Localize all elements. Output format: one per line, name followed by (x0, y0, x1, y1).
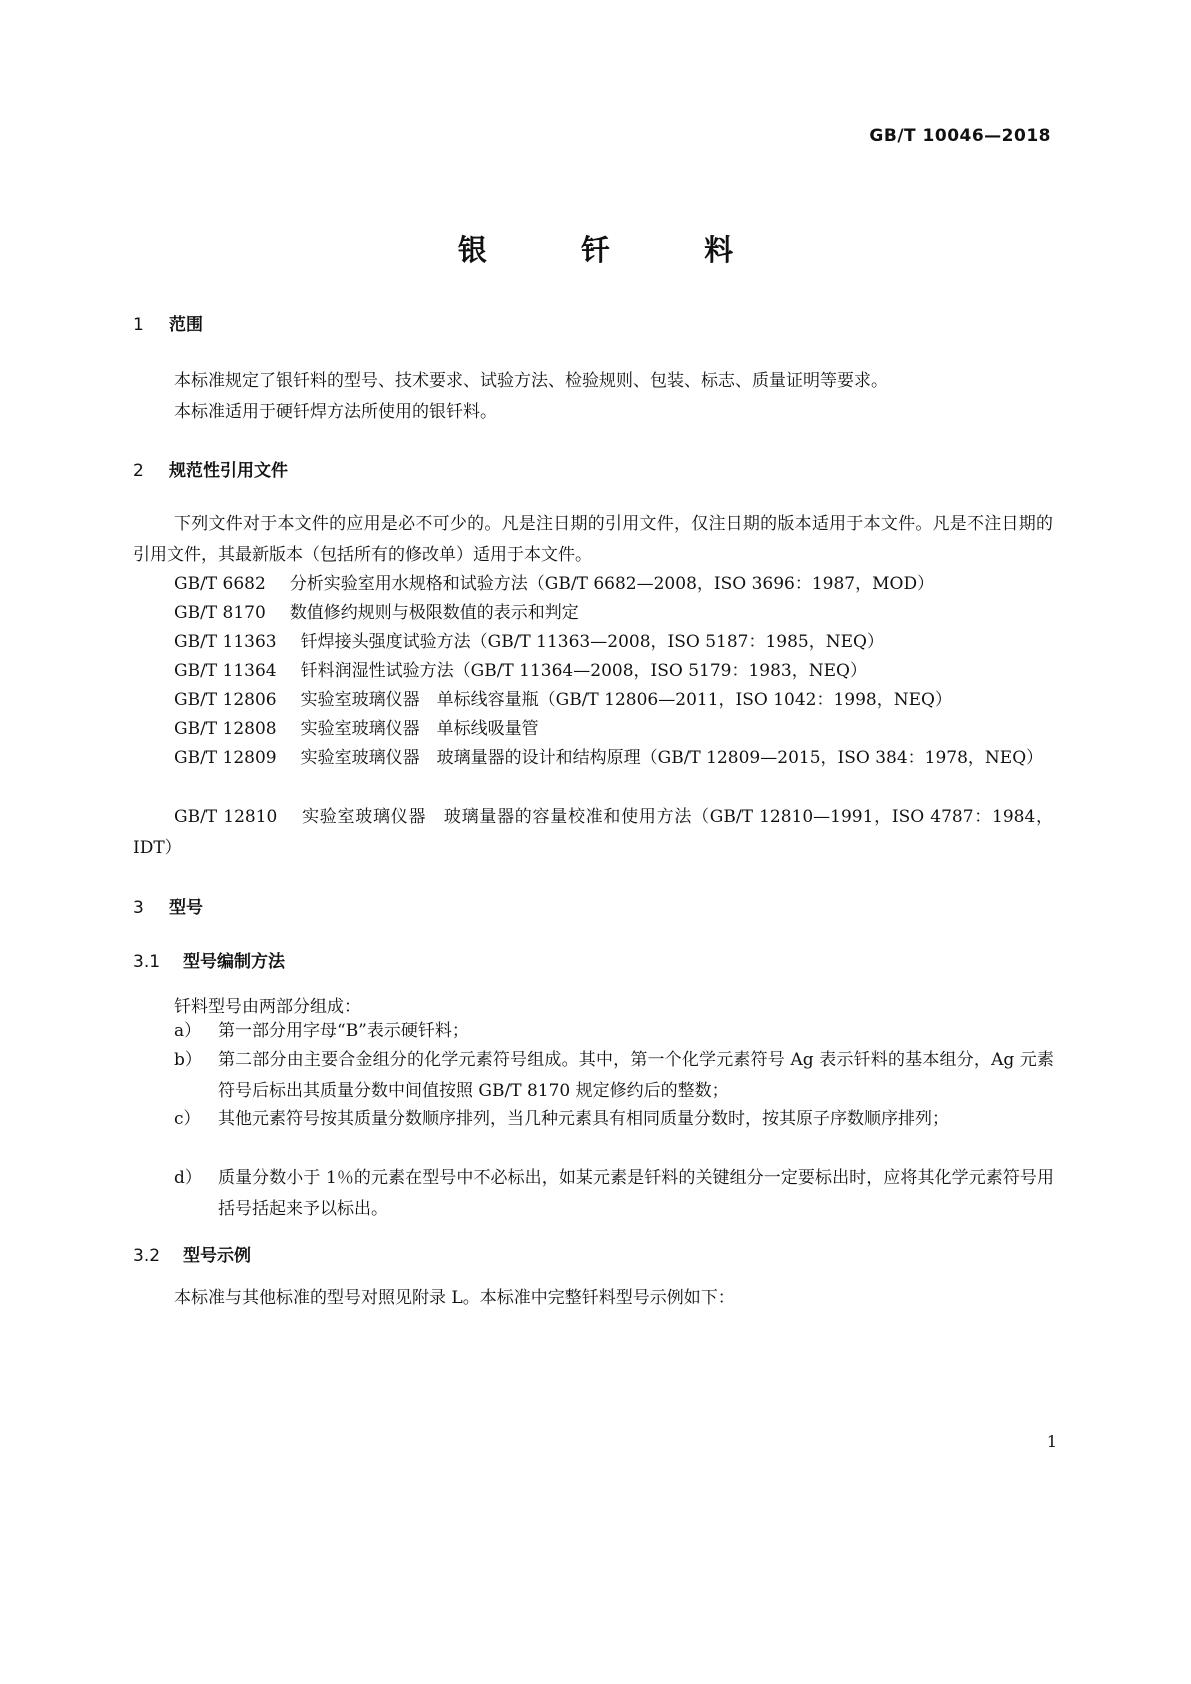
reference-item (133, 685, 1053, 716)
section-1-heading (133, 310, 203, 335)
reference-item (133, 714, 1053, 745)
reference-title: 钎料润湿性试验方法（GB/T 11364—2008，ISO 5179：1983，NEQ） (300, 661, 867, 681)
reference-title: 分析实验室用水规格和试验方法（GB/T 6682—2008，ISO 3696：1987，MOD） (289, 574, 935, 594)
reference-code: GB/T 12806 (174, 690, 277, 710)
reference-item (133, 656, 1053, 687)
standard-code: GB/T 10046—2018 (869, 126, 1051, 146)
list-text: 其他元素符号按其质量分数顺序排列，当几种元素具有相同质量分数时，按其原子序数顺序排列； (218, 1109, 949, 1129)
paragraph: 本标准适用于硬钎焊方法所使用的银钎料。 (174, 402, 497, 422)
reference-title: 实验室玻璃仪器 玻璃量器的容量校准和使用方法（GB/T 12810—1991，ISO 4787：1984，IDT） (133, 807, 1053, 858)
list-text: 第一部分用字母“B”表示硬钎料； (218, 1021, 469, 1041)
list-marker: d） (174, 1168, 202, 1188)
list-text: 第二部分由主要合金组分的化学元素符号组成。其中，第一个化学元素符号 Ag 表示钎料的基本组分，Ag 元素符号后标出其质量分数中间值按照 GB/T 8170 规定修约后的整数； (218, 1050, 1054, 1101)
reference-item (133, 627, 1053, 658)
reference-title: 实验室玻璃仪器 单标线容量瓶（GB/T 12806—2011，ISO 1042：1998，NEQ） (300, 690, 952, 710)
subsection-title: 型号示例 (183, 1246, 251, 1266)
section-2-heading (133, 456, 288, 481)
reference-code: GB/T 12808 (174, 719, 277, 739)
list-item (174, 1016, 1054, 1047)
list-marker: b） (174, 1050, 202, 1070)
subsection-number: 3.1 (133, 952, 161, 972)
page-number: 1 (1046, 1432, 1057, 1451)
reference-code: GB/T 6682 (174, 574, 266, 594)
paragraph: 本标准与其他标准的型号对照见附录 L。本标准中完整钎料型号示例如下： (174, 1288, 735, 1308)
subsection-3-2-heading (133, 1241, 251, 1266)
subsection-3-1-heading (133, 947, 285, 972)
subsection-title: 型号编制方法 (183, 952, 285, 972)
section-number: 2 (133, 461, 144, 481)
reference-item (133, 598, 1053, 629)
reference-code: GB/T 11363 (174, 632, 277, 652)
reference-item (133, 802, 1053, 864)
reference-title: 实验室玻璃仪器 单标线吸量管 (300, 719, 539, 739)
section-title: 范围 (169, 315, 203, 335)
section-title: 型号 (169, 898, 203, 918)
reference-code: GB/T 11364 (174, 661, 277, 681)
section-title: 规范性引用文件 (169, 461, 288, 481)
subsection-number: 3.2 (133, 1246, 161, 1266)
list-item (174, 1104, 1054, 1135)
section-number: 3 (133, 898, 144, 918)
list-marker: a） (174, 1021, 202, 1041)
reference-item (133, 569, 1053, 600)
reference-title: 数值修约规则与极限数值的表示和判定 (289, 603, 579, 623)
reference-title: 钎焊接头强度试验方法（GB/T 11363—2008，ISO 5187：1985，NEQ） (300, 632, 884, 652)
paragraph: 本标准规定了银钎料的型号、技术要求、试验方法、检验规则、包装、标志、质量证明等要求。 (174, 371, 888, 391)
reference-code: GB/T 8170 (174, 603, 266, 623)
paragraph: 钎料型号由两部分组成： (174, 997, 361, 1017)
reference-code: GB/T 12809 (174, 748, 277, 768)
list-text: 质量分数小于 1％的元素在型号中不必标出，如某元素是钎料的关键组分一定要标出时，应将其化学元素符号用括号括起来予以标出。 (218, 1168, 1054, 1219)
references-intro: 下列文件对于本文件的应用是必不可少的。凡是注日期的引用文件，仅注日期的版本适用于本文件。凡是不注日期的引用文件，其最新版本（包括所有的修改单）适用于本文件。 (133, 514, 1053, 565)
document-title: 银 钎 料 (457, 233, 776, 267)
reference-code: GB/T 12810 (174, 807, 278, 827)
list-marker: c） (174, 1109, 201, 1129)
reference-item (133, 743, 1053, 774)
list-item (174, 1163, 1054, 1225)
section-3-heading (133, 893, 203, 918)
section-number: 1 (133, 315, 144, 335)
reference-title: 实验室玻璃仪器 玻璃量器的设计和结构原理（GB/T 12809—2015，ISO 384：1978，NEQ） (300, 748, 1044, 768)
list-item (174, 1045, 1054, 1107)
